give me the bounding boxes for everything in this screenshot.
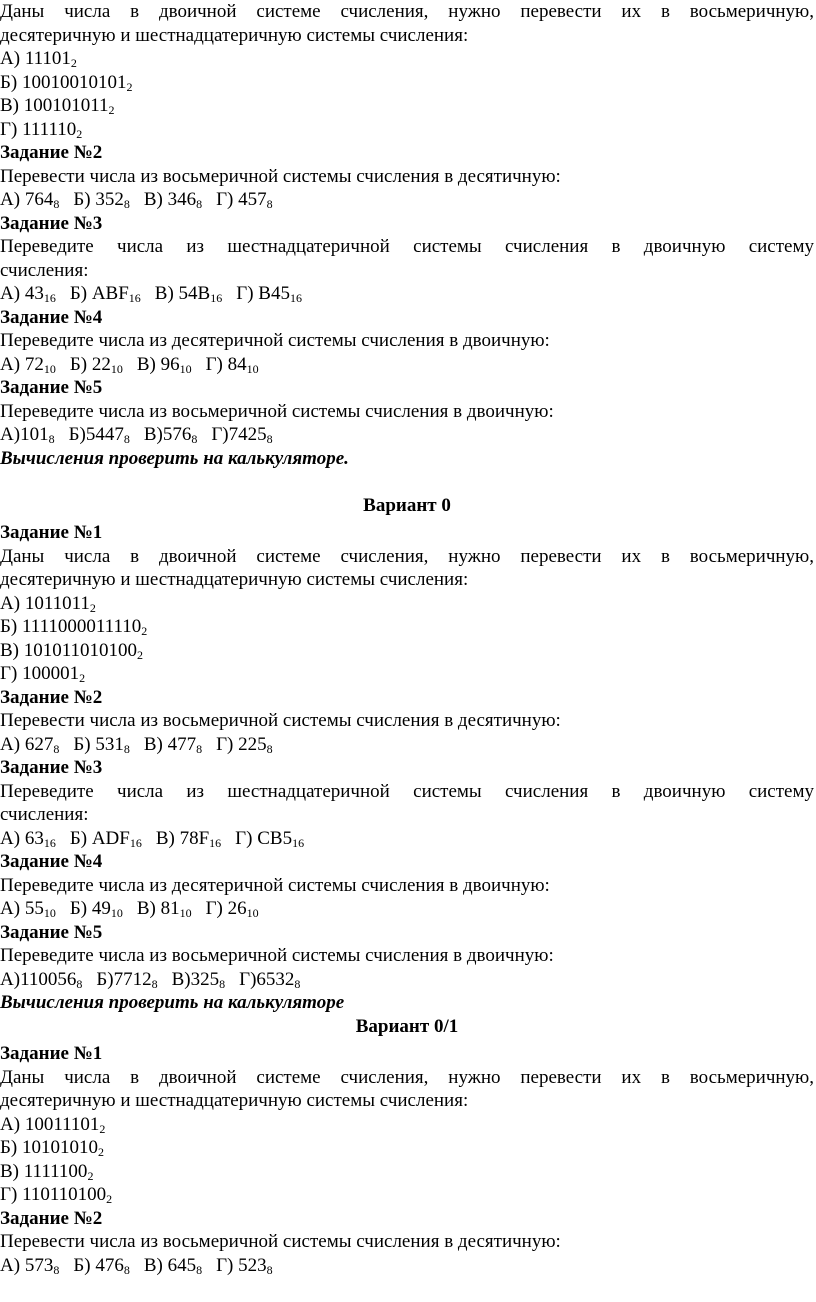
number-item: $В)325_8$ <box>171 968 226 991</box>
number-item: Г) $84_{10}$ <box>205 353 259 376</box>
number-item: Г) $110110100_2$ <box>0 1184 113 1206</box>
number-item: А) $72_{10}$ <box>0 353 56 376</box>
number-item: А) $1011011_2$ <box>0 592 96 615</box>
number-item: $Г)6532_8$ <box>239 968 301 991</box>
task-text: Перевести числа из восьмеричной системы счисления в десятичную: <box>0 1231 561 1252</box>
number-items-row <box>0 423 814 447</box>
task-heading: Задание №4 <box>0 851 103 872</box>
number-item: А) $764_8$ <box>0 189 60 211</box>
task-heading: Задание №2 <box>0 1207 103 1229</box>
number-item: $Б)5447_8$ <box>68 424 130 446</box>
task-heading: Задание №3 <box>0 212 103 234</box>
number-item: Г) $B45_{16}$ <box>236 283 302 305</box>
task-text: Переведите числа из десятеричной системы счисления в двоичную: <box>0 330 550 351</box>
number-item: Г) $26_{10}$ <box>205 898 259 920</box>
number-items-row <box>0 968 814 992</box>
number-item: $А)110056_8$ <box>0 968 83 991</box>
task-text: Перевести числа из восьмеричной системы счисления в десятичную: <box>0 710 561 731</box>
number-item: Б) $531_8$ <box>73 733 130 756</box>
number-items-row <box>0 827 814 851</box>
calculator-note: Вычисления проверить на калькуляторе. <box>0 447 349 469</box>
number-item: А) $11101_2$ <box>0 48 77 70</box>
variant-title: Вариант 0/1 <box>355 1015 459 1037</box>
spacer <box>0 470 814 494</box>
task-text: Переведите числа из десятеричной системы счисления в двоичную: <box>0 874 550 896</box>
number-item: Г) $100001_2$ <box>0 663 86 685</box>
number-item: В) $645_8$ <box>143 1254 203 1277</box>
number-item: Б) $ABF_{16}$ <box>69 283 141 305</box>
task-heading: Задание №2 <box>0 142 103 163</box>
number-item: $Г)7425_8$ <box>211 424 273 446</box>
number-items-row <box>0 897 814 921</box>
number-item: Г) $111110_2$ <box>0 118 83 141</box>
number-item: Б) $10010010101_2$ <box>0 71 133 94</box>
number-item: Б) $49_{10}$ <box>69 898 123 920</box>
number-item: В) $1111100_2$ <box>0 1160 94 1183</box>
number-item: А) $63_{16}$ <box>0 827 56 850</box>
number-item: В) $96_{10}$ <box>136 353 192 376</box>
number-item: $Б)7712_8$ <box>96 968 158 991</box>
number-item: Б) $ADF_{16}$ <box>69 827 142 850</box>
number-item: В) $346_8$ <box>143 189 203 211</box>
number-items-row <box>0 188 814 212</box>
number-item: Б) $352_8$ <box>73 189 130 211</box>
task-heading: Задание №5 <box>0 377 103 398</box>
number-item: Г) $225_8$ <box>216 733 273 756</box>
task-heading: Задание №4 <box>0 306 103 328</box>
task-text-line1: Переведите числа из шестнадцатеричной системы счисления в двоичную систему <box>0 780 814 802</box>
number-item: А) $43_{16}$ <box>0 283 56 305</box>
number-item: В) $81_{10}$ <box>136 898 192 920</box>
number-item: А) $573_8$ <box>0 1254 60 1277</box>
task-heading: Задание №1 <box>0 1043 103 1064</box>
number-item: Б) $22_{10}$ <box>69 353 123 376</box>
number-items-row <box>0 282 814 306</box>
number-item: $А)101_8$ <box>0 424 55 446</box>
task1-intro-line2: десятеричную и шестнадцатеричную системы счисления: <box>0 569 469 590</box>
task-text-line2: счисления: <box>0 259 89 281</box>
task1-intro-line1: Даны числа в двоичной системе счисления, нужно перевести их в восьмеричную, <box>0 1066 814 1088</box>
task-text-line2: счисления: <box>0 804 89 825</box>
number-item: А) $627_8$ <box>0 733 60 756</box>
task1-intro-line1: Даны числа в двоичной системе счисления, нужно перевести их в восьмеричную, <box>0 1 814 22</box>
task-heading: Задание №1 <box>0 522 103 543</box>
task-text-line1: Переведите числа из шестнадцатеричной системы счисления в двоичную систему <box>0 236 814 257</box>
number-item: Б) $476_8$ <box>73 1254 130 1277</box>
number-item: В) $100101011_2$ <box>0 95 115 117</box>
task-heading: Задание №3 <box>0 757 103 778</box>
number-item: А) $55_{10}$ <box>0 898 56 920</box>
number-item: Б) $10101010_2$ <box>0 1137 104 1159</box>
variant-title: Вариант 0 <box>363 494 451 516</box>
number-item: В) $101011010100_2$ <box>0 639 144 662</box>
task1-intro-line1: Даны числа в двоичной системе счисления, нужно перевести их в восьмеричную, <box>0 545 814 567</box>
number-item: А) $10011101_2$ <box>0 1113 106 1136</box>
task1-intro-line2: десятеричную и шестнадцатеричную системы счисления: <box>0 1090 469 1111</box>
number-items-row <box>0 1254 814 1278</box>
number-item: Г) $523_8$ <box>216 1254 273 1277</box>
task-text: Переведите числа из восьмеричной системы счисления в двоичную: <box>0 400 554 422</box>
number-item: Г) $CB5_{16}$ <box>235 827 305 850</box>
number-item: $В)576_8$ <box>143 424 198 446</box>
number-items-row <box>0 353 814 377</box>
task-heading: Задание №5 <box>0 921 103 943</box>
task-text: Переведите числа из восьмеричной системы счисления в двоичную: <box>0 945 554 966</box>
task-text: Перевести числа из восьмеричной системы счисления в десятичную: <box>0 165 561 187</box>
number-item: Г) $457_8$ <box>216 189 273 211</box>
number-item: В) $477_8$ <box>143 733 203 756</box>
number-item: В) $78F_{16}$ <box>155 827 222 850</box>
number-item: Б) $1111000011110_2$ <box>0 616 148 638</box>
calculator-note: Вычисления проверить на калькуляторе <box>0 992 345 1013</box>
task1-intro-line2: десятеричную и шестнадцатеричную системы счисления: <box>0 24 469 46</box>
task-heading: Задание №2 <box>0 686 103 708</box>
number-item: В) $54B_{16}$ <box>154 283 223 305</box>
number-items-row <box>0 733 814 757</box>
